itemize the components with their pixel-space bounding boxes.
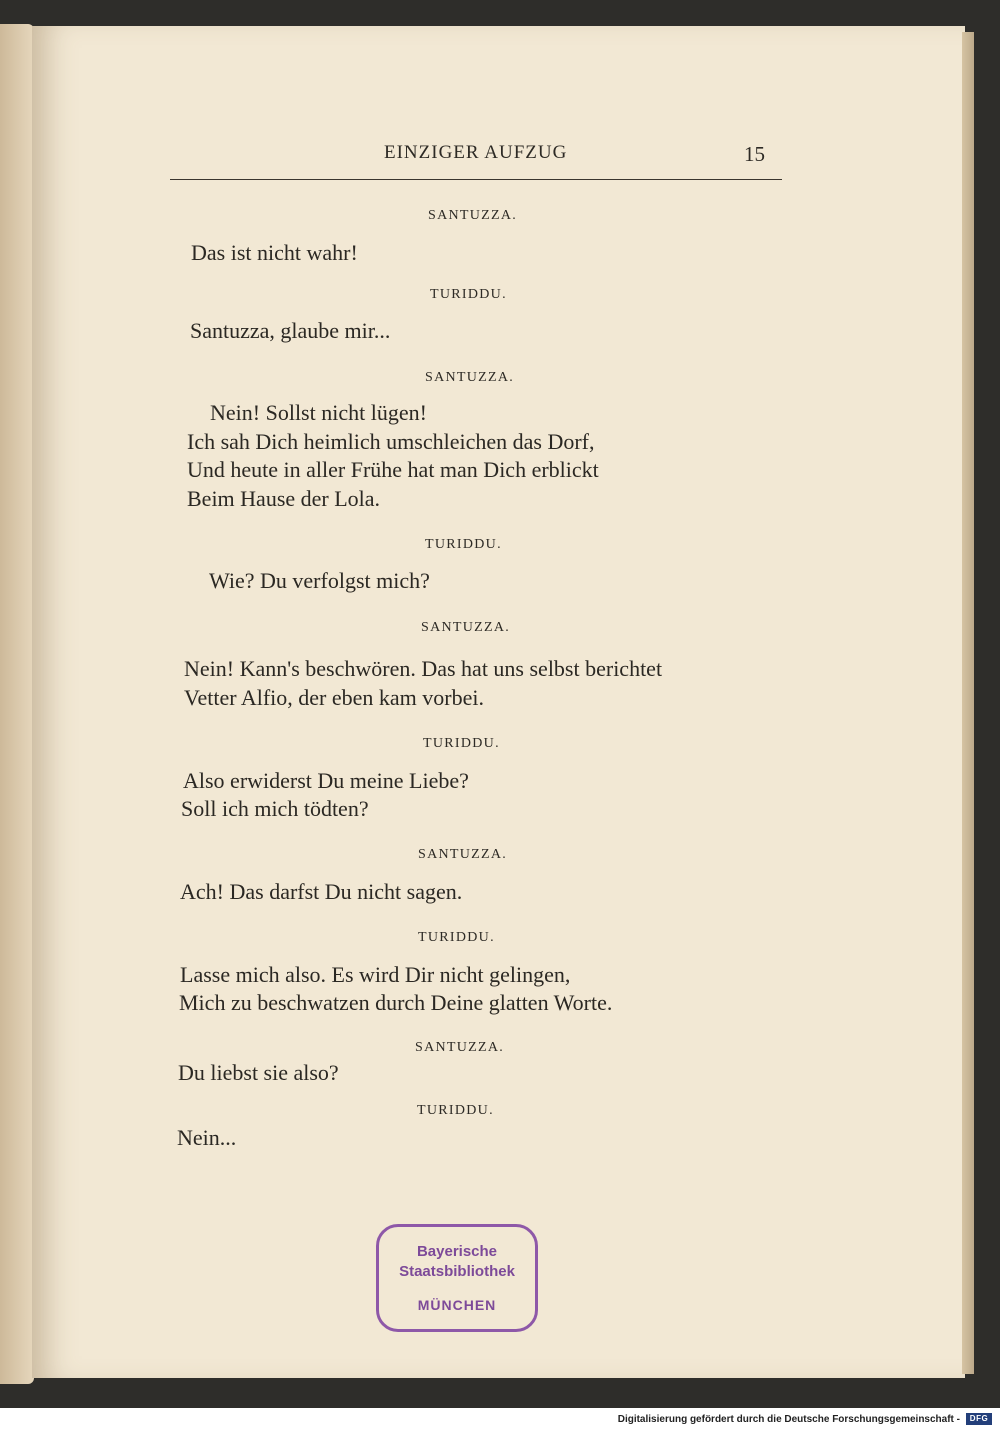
dialogue-line: Mich zu beschwatzen durch Deine glatten Worte. <box>179 990 613 1015</box>
speaker-santuzza: SANTUZZA. <box>415 1040 505 1055</box>
dialogue-line: Nein! Sollst nicht lügen! <box>210 400 427 425</box>
stamp-line: MÜNCHEN <box>417 1297 497 1313</box>
speaker-santuzza: SANTUZZA. <box>428 208 518 223</box>
digitization-credit: Digitalisierung gefördert durch die Deutsche Forschungsgemeinschaft - <box>617 1414 960 1425</box>
dialogue-line: Und heute in aller Frühe hat man Dich erblickt <box>187 457 599 482</box>
speaker-santuzza: SANTUZZA. <box>421 620 511 635</box>
dialogue-line: Nein! Kann's beschwören. Das hat uns selbst berichtet <box>184 656 663 681</box>
speaker-turiddu: TURIDDU. <box>418 930 495 945</box>
facing-page-edge <box>0 24 34 1384</box>
header-rule <box>170 179 782 180</box>
stamp-line: Staatsbibliothek <box>399 1263 515 1280</box>
running-header-title: EINZIGER AUFZUG <box>384 142 568 163</box>
book-page <box>32 26 965 1378</box>
dialogue-line: Das ist nicht wahr! <box>191 240 358 265</box>
page-stack-edge <box>962 32 974 1374</box>
dialogue-line: Beim Hause der Lola. <box>187 486 381 511</box>
dialogue-line: Du liebst sie also? <box>178 1060 339 1085</box>
page-number: 15 <box>744 142 765 166</box>
speaker-santuzza: SANTUZZA. <box>418 847 508 862</box>
stamp-line: Bayerische <box>416 1243 498 1260</box>
dialogue-line: Vetter Alfio, der eben kam vorbei. <box>184 685 484 710</box>
speaker-santuzza: SANTUZZA. <box>425 370 515 385</box>
dialogue-line: Also erwiderst Du meine Liebe? <box>183 768 469 793</box>
dialogue-line: Santuzza, glaube mir... <box>190 318 391 343</box>
dialogue-line: Ich sah Dich heimlich umschleichen das Dorf, <box>187 429 595 454</box>
dialogue-line: Lasse mich also. Es wird Dir nicht gelingen, <box>180 962 571 987</box>
speaker-turiddu: TURIDDU. <box>425 537 502 552</box>
dfg-logo-icon: DFG <box>966 1413 992 1425</box>
dialogue-line: Soll ich mich tödten? <box>181 796 369 821</box>
dialogue-line: Wie? Du verfolgst mich? <box>209 568 430 593</box>
speaker-turiddu: TURIDDU. <box>417 1103 494 1118</box>
dialogue-line: Nein... <box>177 1125 237 1150</box>
speaker-turiddu: TURIDDU. <box>430 287 507 302</box>
dialogue-line: Ach! Das darfst Du nicht sagen. <box>180 879 463 904</box>
speaker-turiddu: TURIDDU. <box>423 736 500 751</box>
library-stamp <box>376 1224 538 1332</box>
